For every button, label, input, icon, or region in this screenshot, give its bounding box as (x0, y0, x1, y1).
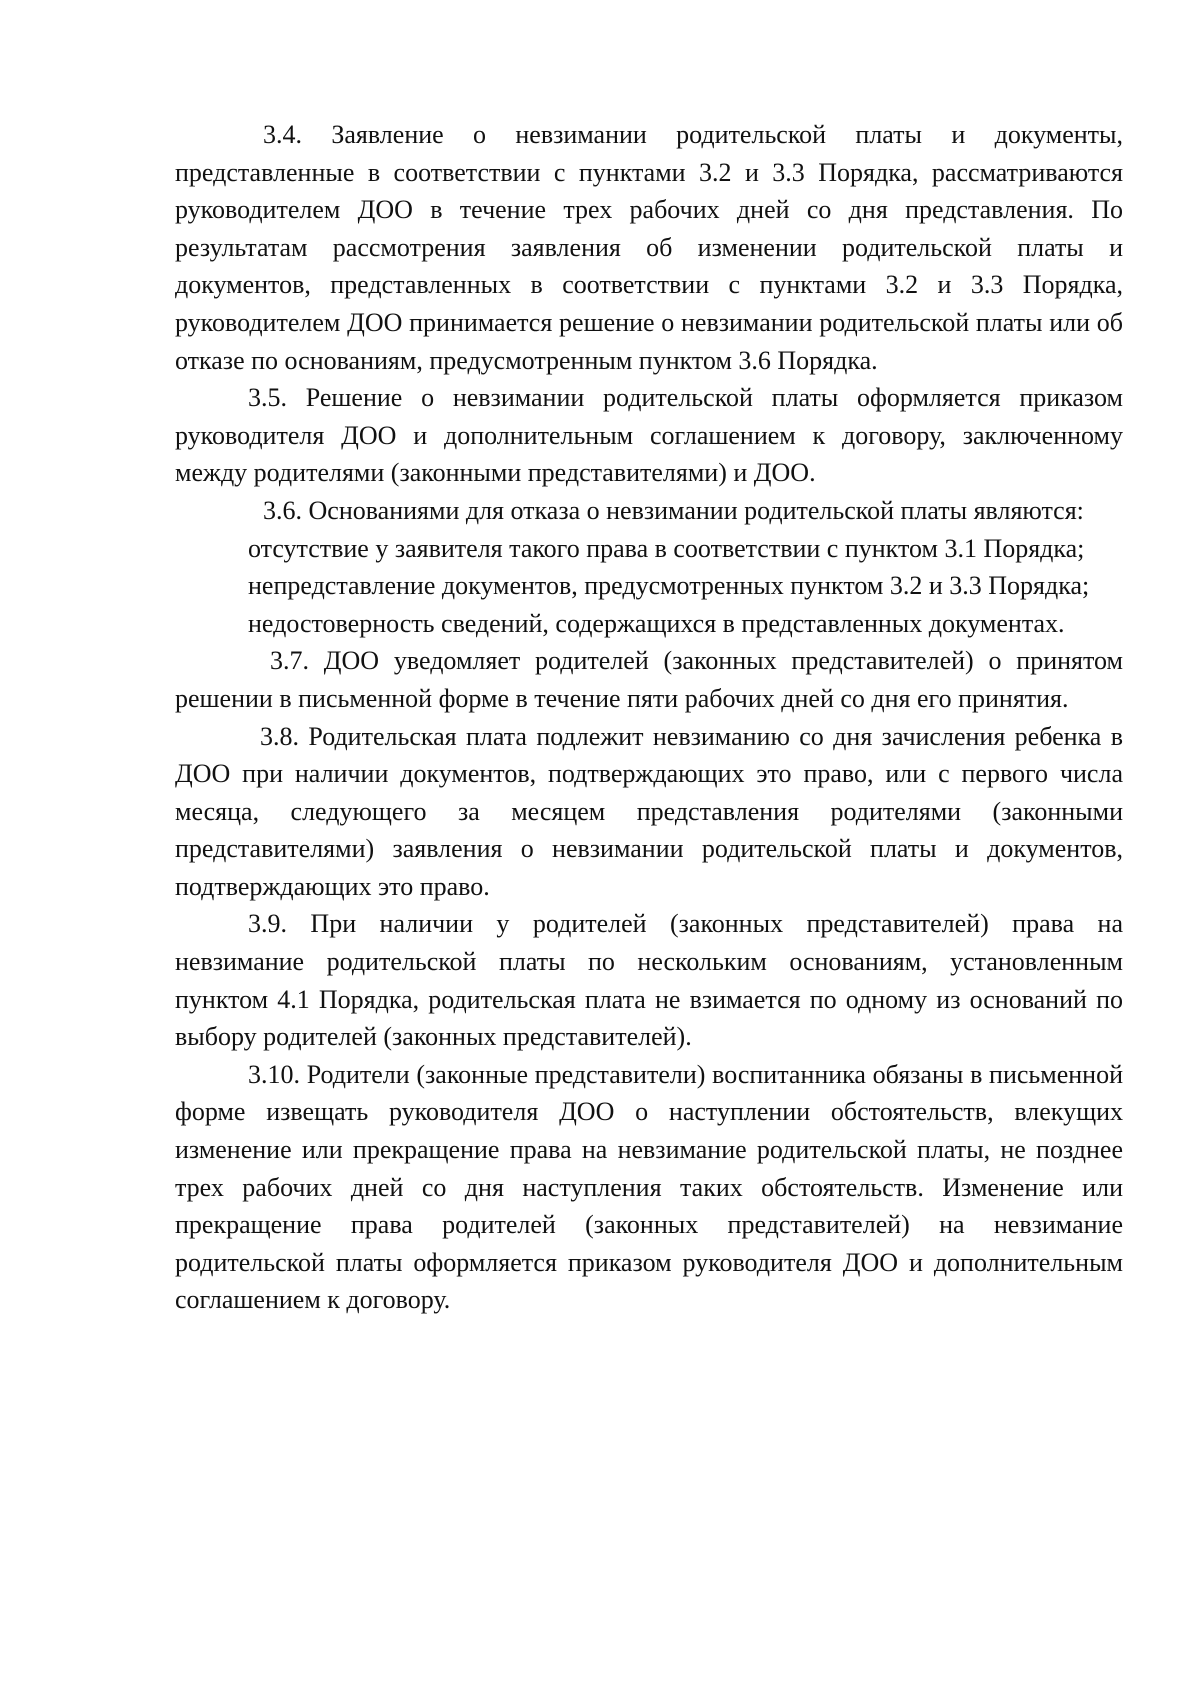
paragraph-3-5: 3.5. Решение о невзимании родительской платы оформляется приказом руководителя ДОО и дополнительным соглашением к договору, заключенному между родителями (законными представителями) и ДОО. (175, 383, 1123, 488)
paragraph-3-9: 3.9. При наличии у родителей (законных представителей) права на невзимание родительской платы по нескольким основаниям, установленным пунктом 4.1 Порядка, родительская плата не взимается по одному из оснований по выбору родителей (законных представителей). (175, 909, 1123, 1052)
paragraph-3-4: 3.4. Заявление о невзимании родительской платы и документы, представленные в соответствии с пунктами 3.2 и 3.3 Порядка, рассматриваются руководителем ДОО в течение трех рабочих дней со дня представления. По результатам рассмотрения заявления об изменении родительской платы и документов, представленных в соответствии с пунктами 3.2 и 3.3 Порядка, руководителем ДОО принимается решение о невзимании родительской платы или об отказе по основаниям, предусмотренным пунктом 3.6 Порядка. (175, 120, 1123, 375)
list-item-no-right: отсутствие у заявителя такого права в соответствии с пунктом 3.1 Порядка; (248, 533, 1085, 563)
paragraph-3-8: 3.8. Родительская плата подлежит невзиманию со дня зачисления ребенка в ДОО при наличии документов, подтверждающих это право, или с первого числа месяца, следующего за месяцем представления родителями (законными представителями) заявления о невзимании родительской платы и документов, подтверждающих это право. (175, 721, 1123, 901)
paragraph-3-6: 3.6. Основаниями для отказа о невзимании родительской платы являются: (263, 495, 1084, 525)
document-body (175, 116, 1123, 1319)
list-item-unreliable-info: недостоверность сведений, содержащихся в представленных документах. (248, 608, 1065, 638)
paragraph-3-10: 3.10. Родители (законные представители) воспитанника обязаны в письменной форме извещать руководителя ДОО о наступлении обстоятельств, влекущих изменение или прекращение права на невзимание родительской платы, не позднее трех рабочих дней со дня наступления таких обстоятельств. Изменение или прекращение права родителей (законных представителей) на невзимание родительской платы оформляется приказом руководителя ДОО и дополнительным соглашением к договору. (175, 1059, 1123, 1315)
paragraph-3-7: 3.7. ДОО уведомляет родителей (законных представителей) о принятом решении в письменной форме в течение пяти рабочих дней со дня его принятия. (175, 646, 1123, 713)
list-item-no-documents: непредставление документов, предусмотренных пунктом 3.2 и 3.3 Порядка; (248, 571, 1090, 601)
